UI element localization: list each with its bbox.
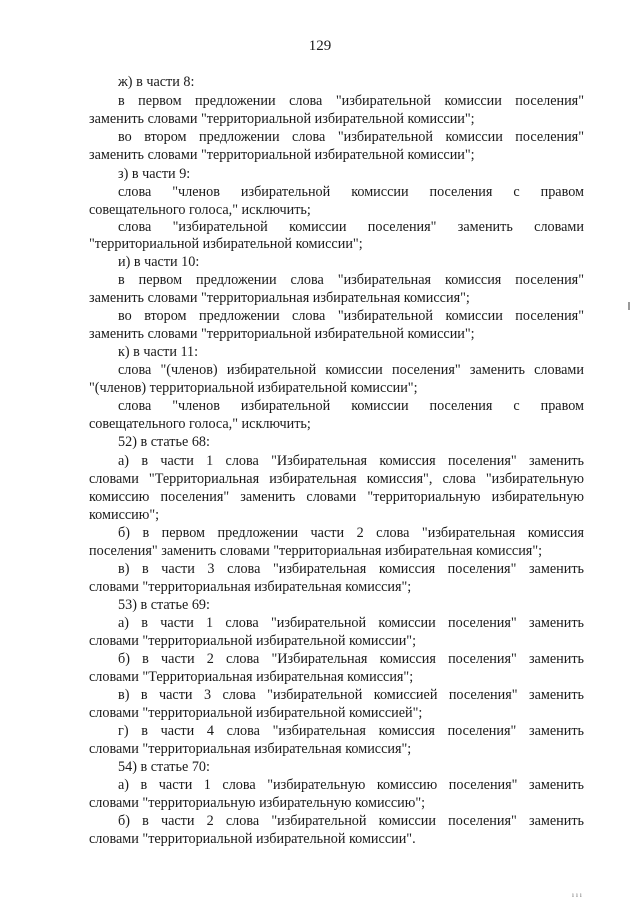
- text-line: совещательного голоса," исключить;: [89, 202, 311, 218]
- text-line: заменить словами "территориальной избирательной комиссии";: [89, 111, 475, 127]
- text-line: слова "членов избирательной комиссии поселения с правом: [118, 184, 584, 200]
- text-line: к) в части 11:: [118, 344, 199, 360]
- text-line: а) в части 1 слова "избирательной комиссии поселения" заменить: [118, 615, 584, 631]
- text-line: во втором предложении слова "избирательной комиссии поселения": [118, 129, 584, 145]
- text-line: заменить словами "территориальной избирательной комиссии";: [89, 147, 475, 163]
- text-line: а) в части 1 слова "Избирательная комиссия поселения" заменить: [118, 453, 584, 469]
- text-line: поселения" заменить словами "территориальная избирательная комиссия";: [89, 543, 543, 559]
- text-line: г) в части 4 слова "избирательная комиссия поселения" заменить: [118, 723, 584, 739]
- text-line: и) в части 10:: [118, 254, 200, 270]
- text-line: словами "территориальную избирательную комиссию";: [89, 795, 426, 811]
- scan-edge-mark: [628, 302, 630, 310]
- text-line: словами "территориальной избирательной комиссии";: [89, 633, 417, 649]
- text-line: "(членов) территориальной избирательной комиссии";: [89, 380, 418, 396]
- text-line: 52) в статье 68:: [118, 434, 210, 450]
- text-line: комиссию поселения" заменить словами "территориальную избирательную: [89, 489, 584, 505]
- text-line: заменить словами "территориальная избирательная комиссия";: [89, 290, 470, 306]
- text-line: в) в части 3 слова "избирательная комиссия поселения" заменить: [118, 561, 584, 577]
- text-line: 54) в статье 70:: [118, 759, 210, 775]
- text-line: в первом предложении слова "избирательная комиссия поселения": [118, 272, 584, 288]
- text-line: словами "территориальной избирательной комиссии".: [89, 831, 416, 847]
- text-line: ж) в части 8:: [118, 74, 195, 90]
- text-line: слова "избирательной комиссии поселения" заменить словами: [118, 219, 584, 235]
- text-line: б) в части 2 слова "Избирательная комиссия поселения" заменить: [118, 651, 584, 667]
- text-line: "территориальной избирательной комиссии";: [89, 236, 363, 252]
- text-line: словами "территориальной избирательной комиссией";: [89, 705, 423, 721]
- page-number: 129: [308, 38, 332, 54]
- text-line: комиссию";: [89, 507, 160, 523]
- text-line: заменить словами "территориальной избирательной комиссии";: [89, 326, 475, 342]
- text-line: словами "территориальная избирательная комиссия";: [89, 579, 412, 595]
- text-line: во втором предложении слова "избирательной комиссии поселения": [118, 308, 584, 324]
- text-line: слова "(членов) избирательной комиссии поселения" заменить словами: [118, 362, 584, 378]
- scan-artifact: ııı: [572, 891, 584, 899]
- text-line: словами "территориальная избирательная комиссия";: [89, 741, 412, 757]
- text-line: слова "членов избирательной комиссии поселения с правом: [118, 398, 584, 414]
- text-line: а) в части 1 слова "избирательную комиссию поселения" заменить: [118, 777, 584, 793]
- text-line: словами "Территориальная избирательная комиссия", слова "избирательную: [89, 471, 584, 487]
- text-line: б) в части 2 слова "избирательной комиссии поселения" заменить: [118, 813, 584, 829]
- text-line: в первом предложении слова "избирательной комиссии поселения": [118, 93, 584, 109]
- text-line: совещательного голоса," исключить;: [89, 416, 311, 432]
- text-line: б) в первом предложении части 2 слова "избирательная комиссия: [118, 525, 584, 541]
- text-line: з) в части 9:: [118, 166, 191, 182]
- text-line: 53) в статье 69:: [118, 597, 210, 613]
- text-line: словами "Территориальная избирательная комиссия";: [89, 669, 414, 685]
- text-line: в) в части 3 слова "избирательной комиссией поселения" заменить: [118, 687, 584, 703]
